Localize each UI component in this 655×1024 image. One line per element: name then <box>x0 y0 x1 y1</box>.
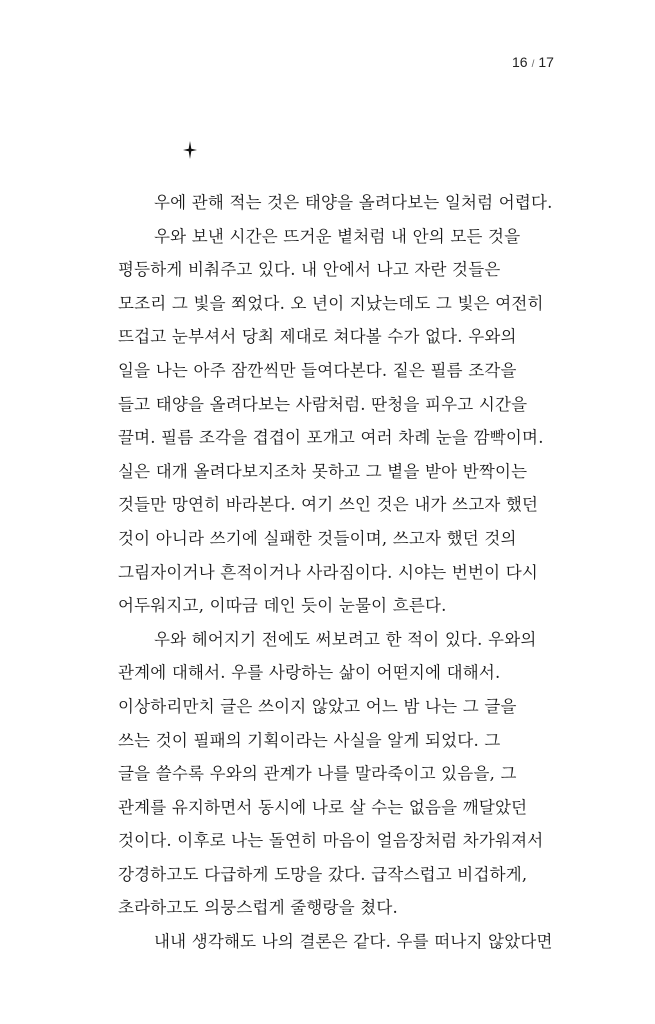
text-line: 초라하고도 의뭉스럽게 줄행랑을 쳤다. <box>118 898 399 918</box>
text-line: 우에 관해 적는 것은 태양을 올려다보는 일처럼 어렵다. <box>154 193 553 212</box>
text-line: 강경하고도 다급하게 도망을 갔다. 급작스럽고 비겁하게, <box>118 864 528 884</box>
text-line: 내내 생각해도 나의 결론은 같다. 우를 떠나지 않았다면 <box>154 932 553 952</box>
text-line: 관계에 대해서. 우를 사랑하는 삶이 어떤지에 대해서. <box>118 663 501 683</box>
page-separator: / <box>531 59 535 70</box>
text-line: 우와 보낸 시간은 뜨거운 볕처럼 내 안의 모든 것을 <box>154 226 521 246</box>
total-pages: 17 <box>538 54 554 70</box>
four-point-star-icon <box>183 141 197 159</box>
text-line: 그림자이거나 흔적이거나 사라짐이다. 시야는 번번이 다시 <box>118 562 539 582</box>
paragraph <box>118 623 593 925</box>
text-line: 끌며. 필름 조각을 겹겹이 포개고 여러 차례 눈을 깜빡이며. <box>118 428 544 448</box>
text-line: 쓰는 것이 필패의 기획이라는 사실을 알게 되었다. 그 <box>118 730 501 750</box>
text-line: 뜨겁고 눈부셔서 당최 제대로 쳐다볼 수가 없다. 우와의 <box>118 327 517 347</box>
text-line: 이상하리만치 글은 쓰이지 않았고 어느 밤 나는 그 글을 <box>118 696 517 716</box>
text-line: 것이 아니라 쓰기에 실패한 것들이며, 쓰고자 했던 것의 <box>118 528 517 548</box>
paragraph <box>118 925 593 959</box>
text-line: 것들만 망연히 바라본다. 여기 쓰인 것은 내가 쓰고자 했던 <box>118 495 539 515</box>
text-line: 어두워지고, 이따금 데인 듯이 눈물이 흐른다. <box>118 596 447 616</box>
page-indicator <box>512 54 554 70</box>
text-line: 모조리 그 빛을 쬐었다. 오 년이 지났는데도 그 빛은 여전히 <box>118 293 544 313</box>
text-line: 실은 대개 올려다보지조차 못하고 그 볕을 받아 반짝이는 <box>118 461 528 481</box>
paragraph <box>118 220 593 623</box>
paragraph <box>118 186 593 220</box>
text-line: 평등하게 비춰주고 있다. 내 안에서 나고 자란 것들은 <box>118 260 501 280</box>
current-page: 16 <box>512 54 528 70</box>
text-line: 우와 헤어지기 전에도 써보려고 한 적이 있다. 우와의 <box>154 629 537 649</box>
text-line: 일을 나는 아주 잠깐씩만 들여다본다. 짙은 필름 조각을 <box>118 360 517 380</box>
text-line: 것이다. 이후로 나는 돌연히 마음이 얼음장처럼 차가워져서 <box>118 831 544 851</box>
text-line: 글을 쓸수록 우와의 관계가 나를 말라죽이고 있음을, 그 <box>118 764 517 784</box>
chapter-body-text <box>118 186 593 959</box>
text-line: 들고 태양을 올려다보는 사람처럼. 딴청을 피우고 시간을 <box>118 394 528 414</box>
text-line: 관계를 유지하면서 동시에 나로 살 수는 없음을 깨달았던 <box>118 797 528 817</box>
